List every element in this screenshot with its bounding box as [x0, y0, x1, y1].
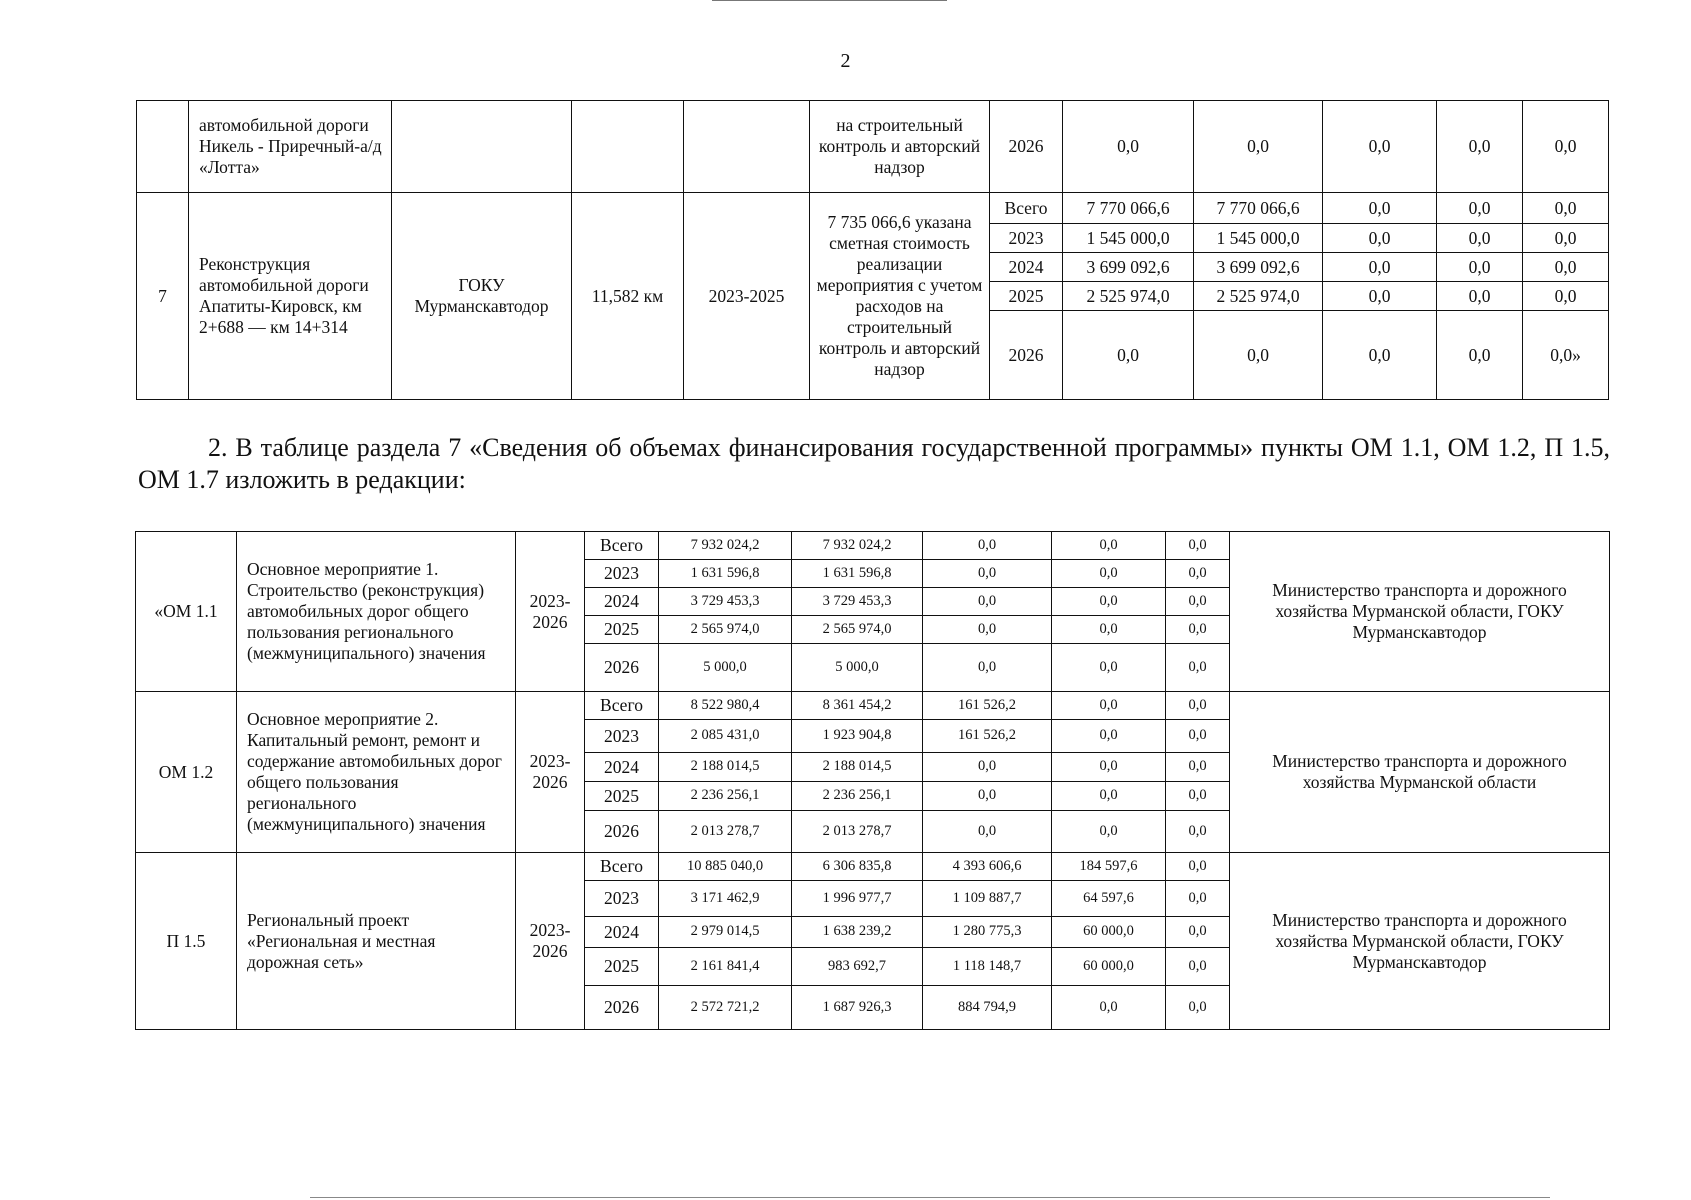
- period-cell: 2023-2025: [684, 193, 810, 400]
- value-cell: 2 236 256,1: [659, 782, 792, 811]
- value-cell: 0,0: [1323, 193, 1437, 224]
- value-cell: 0,0: [1437, 101, 1523, 193]
- value-cell: 0,0: [1052, 644, 1166, 692]
- value-cell: 0,0: [1052, 811, 1166, 853]
- measure-code: «ОМ 1.1: [136, 532, 237, 692]
- value-cell: 2 525 974,0: [1063, 282, 1194, 311]
- value-cell: 1 631 596,8: [792, 560, 923, 588]
- value-cell: 0,0: [1052, 560, 1166, 588]
- value-cell: 0,0: [1523, 224, 1609, 253]
- value-cell: 0,0: [1323, 253, 1437, 282]
- value-cell: 2 013 278,7: [659, 811, 792, 853]
- value-cell: 7 932 024,2: [659, 532, 792, 560]
- value-cell: 0,0: [1166, 720, 1230, 753]
- year-cell: Всего: [585, 532, 659, 560]
- executor-cell: Министерство транспорта и дорожного хозяйства Мурманской области, ГОКУ Мурманскавтодор: [1230, 532, 1610, 692]
- year-cell: 2025: [585, 616, 659, 644]
- cost-note: 7 735 066,6 указана сметная стоимость реализации мероприятия с учетом расходов на строительный контроль и авторский надзор: [810, 193, 990, 400]
- year-cell: 2025: [990, 282, 1063, 311]
- year-cell: 2026: [585, 644, 659, 692]
- table-row: [136, 532, 1610, 560]
- cost-note: на строительный контроль и авторский надзор: [810, 101, 990, 193]
- year-cell: Всего: [585, 853, 659, 881]
- value-cell: 0,0: [1166, 644, 1230, 692]
- length-cell: 11,582 км: [572, 193, 684, 400]
- value-cell: 0,0: [1052, 616, 1166, 644]
- row-number: 7: [137, 193, 189, 400]
- row-number: [137, 101, 189, 193]
- top-rule: [712, 0, 947, 1]
- value-cell: 0,0: [1166, 753, 1230, 782]
- value-cell: 7 932 024,2: [792, 532, 923, 560]
- value-cell: 60 000,0: [1052, 917, 1166, 948]
- value-cell: 161 526,2: [923, 720, 1052, 753]
- value-cell: 0,0: [1437, 224, 1523, 253]
- value-cell: 2 525 974,0: [1194, 282, 1323, 311]
- value-cell: 5 000,0: [659, 644, 792, 692]
- length-cell: [572, 101, 684, 193]
- project-table: [136, 100, 1609, 400]
- value-cell: 60 000,0: [1052, 948, 1166, 986]
- value-cell: 1 638 239,2: [792, 917, 923, 948]
- value-cell: 2 085 431,0: [659, 720, 792, 753]
- value-cell: 0,0: [1523, 101, 1609, 193]
- year-cell: 2024: [585, 588, 659, 616]
- value-cell: 1 280 775,3: [923, 917, 1052, 948]
- table-row: [137, 101, 1609, 193]
- value-cell: 0,0: [1166, 532, 1230, 560]
- value-cell: 0,0: [1166, 616, 1230, 644]
- value-cell: 0,0: [1052, 532, 1166, 560]
- value-cell: 6 306 835,8: [792, 853, 923, 881]
- value-cell: 1 631 596,8: [659, 560, 792, 588]
- value-cell: 10 885 040,0: [659, 853, 792, 881]
- value-cell: 2 013 278,7: [792, 811, 923, 853]
- value-cell: 0,0»: [1523, 311, 1609, 400]
- value-cell: 0,0: [923, 811, 1052, 853]
- value-cell: 0,0: [1437, 311, 1523, 400]
- period-cell: 2023-2026: [516, 692, 585, 853]
- period-cell: [684, 101, 810, 193]
- value-cell: 0,0: [1166, 692, 1230, 720]
- year-cell: 2026: [990, 101, 1063, 193]
- year-cell: 2026: [585, 986, 659, 1030]
- value-cell: 0,0: [1063, 101, 1194, 193]
- value-cell: 1 687 926,3: [792, 986, 923, 1030]
- executor-cell: Министерство транспорта и дорожного хозяйства Мурманской области: [1230, 692, 1610, 853]
- year-cell: Всего: [990, 193, 1063, 224]
- value-cell: 983 692,7: [792, 948, 923, 986]
- value-cell: 64 597,6: [1052, 881, 1166, 917]
- value-cell: 2 188 014,5: [659, 753, 792, 782]
- value-cell: 0,0: [1523, 253, 1609, 282]
- value-cell: 0,0: [1166, 782, 1230, 811]
- value-cell: 0,0: [1323, 282, 1437, 311]
- value-cell: 0,0: [1166, 588, 1230, 616]
- value-cell: 0,0: [923, 532, 1052, 560]
- value-cell: 7 770 066,6: [1194, 193, 1323, 224]
- period-cell: 2023-2026: [516, 853, 585, 1030]
- value-cell: 0,0: [1523, 282, 1609, 311]
- value-cell: 0,0: [1166, 881, 1230, 917]
- measure-code: П 1.5: [136, 853, 237, 1030]
- amendment-paragraph: 2. В таблице раздела 7 «Сведения об объемах финансирования государственной программы» пункты ОМ 1.1, ОМ 1.2, П 1.5, ОМ 1.7 изложить в редакции:: [138, 433, 1610, 494]
- value-cell: 0,0: [1052, 986, 1166, 1030]
- page-number: 2: [840, 50, 851, 72]
- value-cell: 2 572 721,2: [659, 986, 792, 1030]
- value-cell: 0,0: [923, 588, 1052, 616]
- value-cell: 0,0: [1323, 101, 1437, 193]
- value-cell: 0,0: [1323, 224, 1437, 253]
- value-cell: 1 109 887,7: [923, 881, 1052, 917]
- year-cell: 2026: [585, 811, 659, 853]
- value-cell: 8 522 980,4: [659, 692, 792, 720]
- year-cell: 2024: [585, 753, 659, 782]
- measure-name: Основное мероприятие 2. Капитальный ремонт, ремонт и содержание автомобильных дорог общего пользования регионального (межмуниципального) значения: [237, 692, 516, 853]
- value-cell: 0,0: [923, 782, 1052, 811]
- value-cell: 2 188 014,5: [792, 753, 923, 782]
- value-cell: 184 597,6: [1052, 853, 1166, 881]
- value-cell: 0,0: [923, 560, 1052, 588]
- value-cell: 2 565 974,0: [792, 616, 923, 644]
- value-cell: 0,0: [1523, 193, 1609, 224]
- value-cell: 0,0: [1166, 811, 1230, 853]
- value-cell: 8 361 454,2: [792, 692, 923, 720]
- value-cell: 3 699 092,6: [1194, 253, 1323, 282]
- value-cell: 3 729 453,3: [792, 588, 923, 616]
- project-name: Реконструкция автомобильной дороги Апатиты-Кировск, км 2+688 — км 14+314: [189, 193, 392, 400]
- bottom-rule: [310, 1197, 1550, 1198]
- value-cell: 1 545 000,0: [1063, 224, 1194, 253]
- table-row: [136, 692, 1610, 720]
- value-cell: 0,0: [1052, 692, 1166, 720]
- measure-name: Региональный проект «Региональная и местная дорожная сеть»: [237, 853, 516, 1030]
- value-cell: 0,0: [1063, 311, 1194, 400]
- measure-code: ОМ 1.2: [136, 692, 237, 853]
- value-cell: 884 794,9: [923, 986, 1052, 1030]
- value-cell: 0,0: [923, 644, 1052, 692]
- customer-cell: ГОКУ Мурманскавтодор: [392, 193, 572, 400]
- value-cell: 0,0: [1323, 311, 1437, 400]
- year-cell: Всего: [585, 692, 659, 720]
- value-cell: 0,0: [1052, 720, 1166, 753]
- year-cell: 2025: [585, 948, 659, 986]
- project-name: автомобильной дороги Никель - Приречный-а/д «Лотта»: [189, 101, 392, 193]
- value-cell: 0,0: [923, 753, 1052, 782]
- year-cell: 2023: [990, 224, 1063, 253]
- value-cell: 161 526,2: [923, 692, 1052, 720]
- value-cell: 1 923 904,8: [792, 720, 923, 753]
- value-cell: 2 236 256,1: [792, 782, 923, 811]
- year-cell: 2024: [990, 253, 1063, 282]
- year-cell: 2026: [990, 311, 1063, 400]
- financing-table: [135, 531, 1610, 1030]
- year-cell: 2025: [585, 782, 659, 811]
- value-cell: 3 699 092,6: [1063, 253, 1194, 282]
- value-cell: 2 565 974,0: [659, 616, 792, 644]
- value-cell: 0,0: [1166, 948, 1230, 986]
- value-cell: 2 161 841,4: [659, 948, 792, 986]
- value-cell: 0,0: [1166, 560, 1230, 588]
- value-cell: 0,0: [1166, 986, 1230, 1030]
- value-cell: 0,0: [1194, 101, 1323, 193]
- year-cell: 2023: [585, 560, 659, 588]
- value-cell: 3 729 453,3: [659, 588, 792, 616]
- value-cell: 0,0: [1437, 253, 1523, 282]
- value-cell: 0,0: [1052, 753, 1166, 782]
- table-row: [136, 853, 1610, 881]
- value-cell: 0,0: [1166, 917, 1230, 948]
- executor-cell: Министерство транспорта и дорожного хозяйства Мурманской области, ГОКУ Мурманскавтодор: [1230, 853, 1610, 1030]
- customer-cell: [392, 101, 572, 193]
- value-cell: 7 770 066,6: [1063, 193, 1194, 224]
- value-cell: 5 000,0: [792, 644, 923, 692]
- value-cell: 1 545 000,0: [1194, 224, 1323, 253]
- value-cell: 2 979 014,5: [659, 917, 792, 948]
- value-cell: 0,0: [1166, 853, 1230, 881]
- period-cell: 2023-2026: [516, 532, 585, 692]
- value-cell: 0,0: [923, 616, 1052, 644]
- measure-name: Основное мероприятие 1. Строительство (реконструкция) автомобильных дорог общего пользования регионального (межмуниципального) значения: [237, 532, 516, 692]
- year-cell: 2023: [585, 720, 659, 753]
- value-cell: 0,0: [1437, 282, 1523, 311]
- value-cell: 0,0: [1052, 782, 1166, 811]
- value-cell: 1 996 977,7: [792, 881, 923, 917]
- value-cell: 0,0: [1437, 193, 1523, 224]
- year-cell: 2024: [585, 917, 659, 948]
- year-cell: 2023: [585, 881, 659, 917]
- value-cell: 4 393 606,6: [923, 853, 1052, 881]
- value-cell: 1 118 148,7: [923, 948, 1052, 986]
- table-row: [137, 193, 1609, 224]
- value-cell: 0,0: [1194, 311, 1323, 400]
- value-cell: 0,0: [1052, 588, 1166, 616]
- value-cell: 3 171 462,9: [659, 881, 792, 917]
